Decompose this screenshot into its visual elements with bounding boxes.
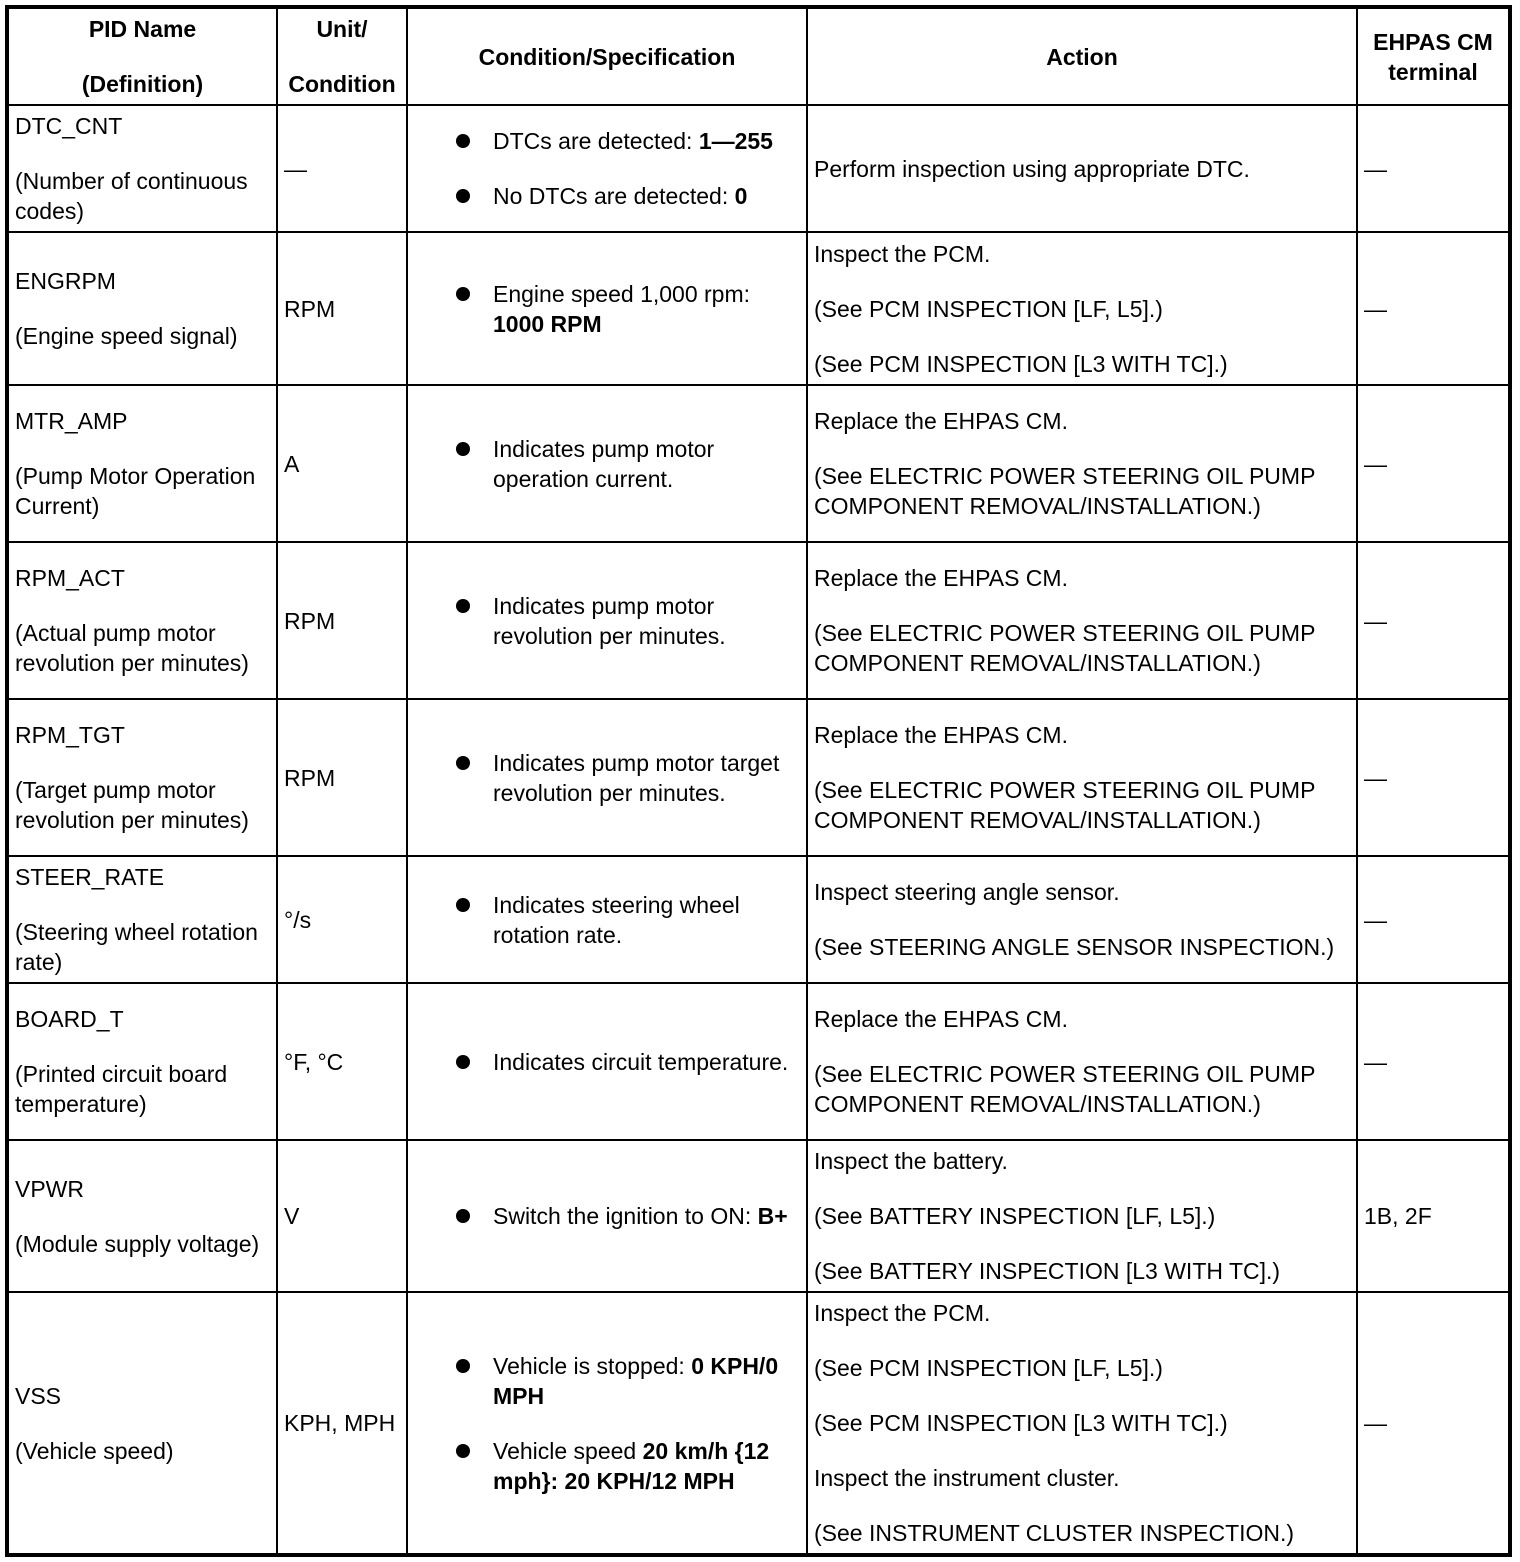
header-terminal: EHPAS CM terminal bbox=[1357, 7, 1510, 105]
condition-cell bbox=[407, 385, 807, 542]
condition-text: Vehicle is stopped: bbox=[493, 1352, 692, 1379]
action-line: (See ELECTRIC POWER STEERING OIL PUMP COMPONENT REMOVAL/INSTALLATION.) bbox=[814, 620, 1315, 676]
pid-cell bbox=[7, 105, 277, 232]
action-cell bbox=[807, 983, 1357, 1140]
condition-cell bbox=[407, 699, 807, 856]
condition-cell bbox=[407, 1140, 807, 1292]
condition-text: Engine speed 1,000 rpm: bbox=[493, 280, 751, 307]
condition-cell bbox=[407, 542, 807, 699]
condition-text: Indicates pump motor target revolution per minutes. bbox=[493, 749, 780, 806]
action-line: Replace the EHPAS CM. bbox=[814, 408, 1068, 434]
action-line: Perform inspection using appropriate DTC. bbox=[814, 155, 1250, 182]
condition-text: Indicates steering wheel rotation rate. bbox=[493, 891, 740, 948]
unit-cell: A bbox=[277, 385, 407, 542]
condition-list bbox=[414, 748, 800, 808]
action-cell bbox=[807, 1140, 1357, 1292]
pid-cell bbox=[7, 699, 277, 856]
condition-text: DTCs are detected: bbox=[493, 128, 699, 154]
condition-value: 1000 RPM bbox=[493, 310, 602, 337]
action-line: Inspect the PCM. bbox=[814, 240, 991, 267]
condition-value: 20 km/h {12 mph}: 20 KPH/12 MPH bbox=[493, 1437, 770, 1494]
pid-name: VPWR bbox=[15, 1175, 84, 1202]
condition-list bbox=[414, 890, 800, 950]
pid-name: MTR_AMP bbox=[15, 408, 128, 434]
action-cell bbox=[807, 542, 1357, 699]
header-spec: Condition/Specification bbox=[407, 7, 807, 105]
table-row bbox=[7, 232, 1510, 385]
terminal-cell: — bbox=[1357, 1292, 1510, 1555]
action-line: (See ELECTRIC POWER STEERING OIL PUMP COMPONENT REMOVAL/INSTALLATION.) bbox=[814, 1061, 1315, 1117]
condition-item bbox=[456, 126, 800, 156]
terminal-cell: — bbox=[1357, 699, 1510, 856]
pid-definition: (Engine speed signal) bbox=[15, 323, 238, 349]
pid-definition: (Number of continuous codes) bbox=[15, 168, 248, 224]
action-line: Inspect steering angle sensor. bbox=[814, 879, 1120, 905]
header-condition-label: Condition bbox=[288, 71, 396, 97]
terminal-cell: — bbox=[1357, 542, 1510, 699]
unit-cell: RPM bbox=[277, 542, 407, 699]
condition-item bbox=[456, 279, 800, 339]
condition-text: Vehicle speed bbox=[493, 1437, 643, 1464]
unit-cell: — bbox=[277, 105, 407, 232]
pid-name: STEER_RATE bbox=[15, 864, 165, 890]
action-line: Inspect the instrument cluster. bbox=[814, 1465, 1120, 1491]
condition-text: Indicates circuit temperature. bbox=[493, 1048, 789, 1075]
action-line: (See PCM INSPECTION [LF, L5].) bbox=[814, 1355, 1163, 1381]
condition-list bbox=[414, 1351, 800, 1496]
action-line: (See PCM INSPECTION [LF, L5].) bbox=[814, 295, 1163, 322]
condition-item bbox=[456, 1047, 800, 1077]
action-cell bbox=[807, 1292, 1357, 1555]
unit-cell: °/s bbox=[277, 856, 407, 983]
pid-cell bbox=[7, 1292, 277, 1555]
table-row bbox=[7, 1140, 1510, 1292]
pid-table bbox=[5, 5, 1512, 1557]
header-pid-name-label: PID Name bbox=[88, 16, 197, 42]
action-line: (See INSTRUMENT CLUSTER INSPECTION.) bbox=[814, 1520, 1295, 1546]
terminal-cell: — bbox=[1357, 983, 1510, 1140]
table-row bbox=[7, 856, 1510, 983]
action-line: Inspect the PCM. bbox=[814, 1300, 991, 1326]
table-row bbox=[7, 105, 1510, 232]
condition-item bbox=[456, 434, 800, 494]
action-line: (See ELECTRIC POWER STEERING OIL PUMP COMPONENT REMOVAL/INSTALLATION.) bbox=[814, 463, 1315, 519]
action-line: (See PCM INSPECTION [L3 WITH TC].) bbox=[814, 350, 1228, 377]
condition-cell bbox=[407, 983, 807, 1140]
action-line: Replace the EHPAS CM. bbox=[814, 1006, 1068, 1032]
condition-item bbox=[456, 1436, 800, 1496]
condition-value: 0 KPH/0 MPH bbox=[493, 1352, 779, 1409]
pid-cell bbox=[7, 856, 277, 983]
pid-cell bbox=[7, 385, 277, 542]
header-unit-label: Unit/ bbox=[316, 16, 368, 42]
action-line: (See STEERING ANGLE SENSOR INSPECTION.) bbox=[814, 934, 1335, 960]
pid-definition: (Module supply voltage) bbox=[15, 1230, 260, 1257]
action-line: Replace the EHPAS CM. bbox=[814, 722, 1068, 748]
pid-definition: (Vehicle speed) bbox=[15, 1437, 174, 1464]
condition-value: B+ bbox=[757, 1203, 788, 1229]
pid-definition: (Steering wheel rotation rate) bbox=[15, 919, 258, 975]
action-cell bbox=[807, 232, 1357, 385]
action-cell bbox=[807, 699, 1357, 856]
pid-definition: (Actual pump motor revolution per minutes) bbox=[15, 620, 249, 676]
pid-definition: (Pump Motor Operation Current) bbox=[15, 463, 256, 519]
action-line: (See ELECTRIC POWER STEERING OIL PUMP COMPONENT REMOVAL/INSTALLATION.) bbox=[814, 777, 1315, 833]
table-row bbox=[7, 385, 1510, 542]
pid-cell bbox=[7, 1140, 277, 1292]
pid-definition: (Target pump motor revolution per minutes) bbox=[15, 777, 249, 833]
condition-text: Switch the ignition to ON: bbox=[493, 1203, 758, 1229]
header-row bbox=[7, 7, 1510, 105]
terminal-cell: — bbox=[1357, 385, 1510, 542]
action-line: (See PCM INSPECTION [L3 WITH TC].) bbox=[814, 1410, 1228, 1436]
terminal-cell: 1B, 2F bbox=[1357, 1140, 1510, 1292]
action-cell bbox=[807, 105, 1357, 232]
pid-name: BOARD_T bbox=[15, 1006, 124, 1032]
unit-cell: °F, °C bbox=[277, 983, 407, 1140]
table-row bbox=[7, 699, 1510, 856]
unit-cell: V bbox=[277, 1140, 407, 1292]
action-line: (See BATTERY INSPECTION [L3 WITH TC].) bbox=[814, 1258, 1281, 1284]
action-line: Inspect the battery. bbox=[814, 1148, 1008, 1174]
unit-cell: RPM bbox=[277, 232, 407, 385]
pid-name: ENGRPM bbox=[15, 268, 116, 294]
condition-cell bbox=[407, 1292, 807, 1555]
unit-cell: KPH, MPH bbox=[277, 1292, 407, 1555]
pid-name: DTC_CNT bbox=[15, 113, 123, 139]
action-line: Replace the EHPAS CM. bbox=[814, 565, 1068, 591]
condition-item bbox=[456, 591, 800, 651]
pid-definition: (Printed circuit board temperature) bbox=[15, 1061, 228, 1117]
pid-cell bbox=[7, 542, 277, 699]
table-row bbox=[7, 1292, 1510, 1555]
condition-list bbox=[414, 126, 800, 211]
condition-list bbox=[414, 1201, 800, 1231]
condition-list bbox=[414, 279, 800, 339]
condition-item bbox=[456, 1201, 800, 1231]
condition-list bbox=[414, 591, 800, 651]
pid-name: VSS bbox=[15, 1382, 62, 1409]
condition-item bbox=[456, 890, 800, 950]
condition-cell bbox=[407, 232, 807, 385]
condition-cell bbox=[407, 856, 807, 983]
condition-item bbox=[456, 181, 800, 211]
condition-item bbox=[456, 748, 800, 808]
condition-text: Indicates pump motor operation current. bbox=[493, 435, 715, 492]
table-row bbox=[7, 983, 1510, 1140]
condition-text: No DTCs are detected: bbox=[493, 183, 735, 209]
condition-value: 0 bbox=[734, 183, 748, 209]
terminal-cell: — bbox=[1357, 232, 1510, 385]
header-pid-definition-label: (Definition) bbox=[81, 71, 204, 97]
condition-value: 1—255 bbox=[698, 128, 773, 154]
unit-cell: RPM bbox=[277, 699, 407, 856]
header-pid-name bbox=[7, 7, 277, 105]
pid-name: RPM_TGT bbox=[15, 722, 125, 748]
table-row bbox=[7, 542, 1510, 699]
pid-cell bbox=[7, 232, 277, 385]
condition-list bbox=[414, 1047, 800, 1077]
action-cell bbox=[807, 385, 1357, 542]
header-unit bbox=[277, 7, 407, 105]
pid-name: RPM_ACT bbox=[15, 565, 125, 591]
condition-item bbox=[456, 1351, 800, 1411]
condition-cell bbox=[407, 105, 807, 232]
terminal-cell: — bbox=[1357, 856, 1510, 983]
terminal-cell: — bbox=[1357, 105, 1510, 232]
condition-list bbox=[414, 434, 800, 494]
pid-cell bbox=[7, 983, 277, 1140]
header-action: Action bbox=[807, 7, 1357, 105]
action-line: (See BATTERY INSPECTION [LF, L5].) bbox=[814, 1203, 1216, 1229]
action-cell bbox=[807, 856, 1357, 983]
condition-text: Indicates pump motor revolution per minutes. bbox=[493, 592, 726, 649]
